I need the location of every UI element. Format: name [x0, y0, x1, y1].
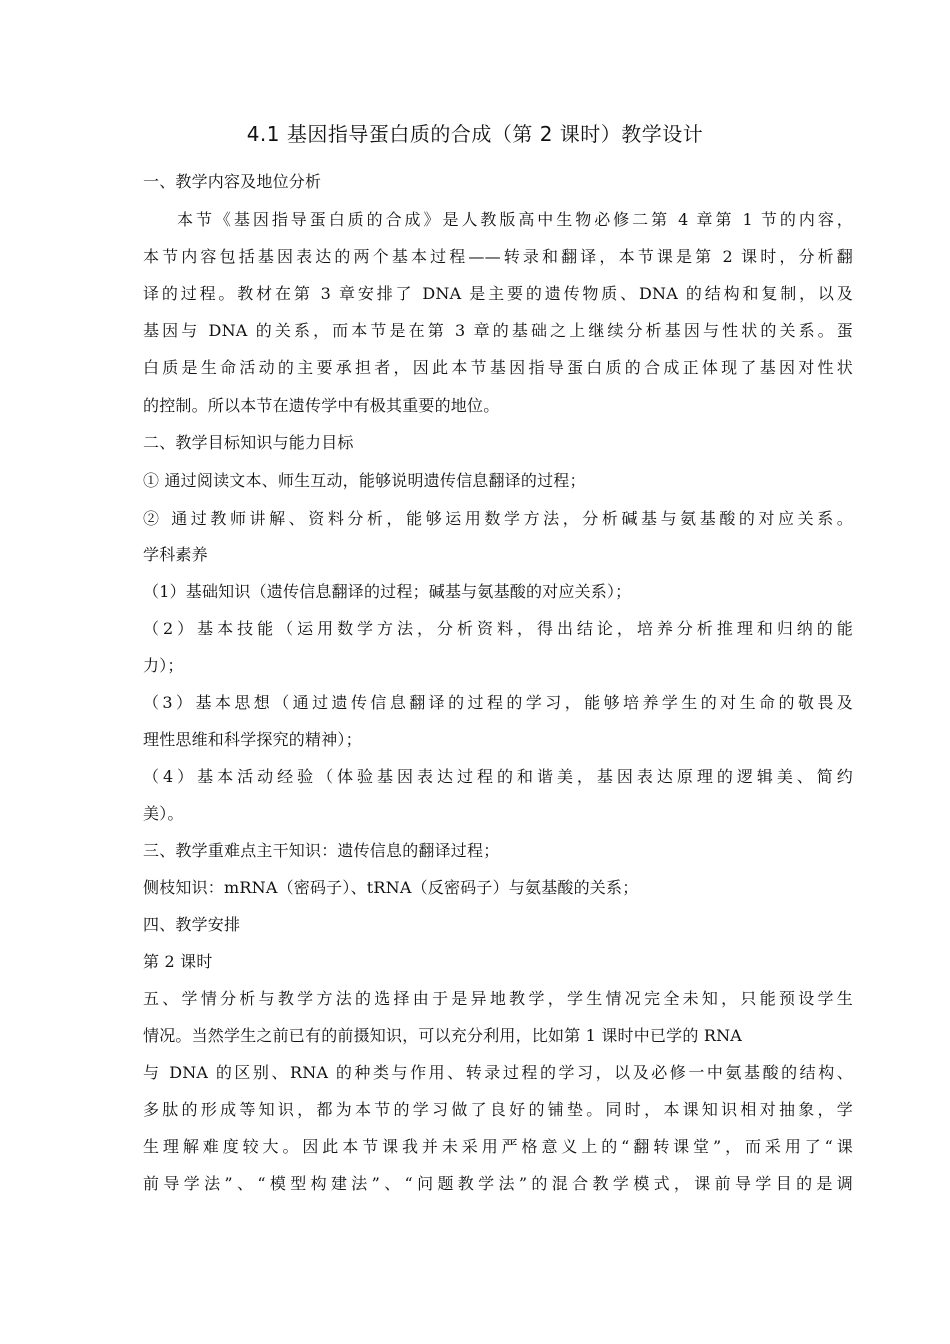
literacy-item: （4）基本活动经验（体验基因表达过程的和谐美，基因表达原理的逻辑美、简约 — [143, 767, 853, 786]
paragraph-line: 译的过程。教材在第 3 章安排了 DNA 是主要的遗传物质、DNA 的结构和复制，以及 — [143, 284, 853, 303]
document-title: 4.1 基因指导蛋白质的合成（第 2 课时）教学设计 — [246, 122, 704, 146]
paragraph-line: 生理解难度较大。因此本节课我并未采用严格意义上的“翻转课堂”，而采用了“课 — [143, 1137, 853, 1156]
literacy-item: （1）基础知识（遗传信息翻译的过程；碱基与氨基酸的对应关系）； — [143, 582, 632, 601]
subsection-heading: 学科素养 — [143, 545, 208, 564]
paragraph-line: 白质是生命活动的主要承担者，因此本节基因指导蛋白质的合成正体现了基因对性状 — [143, 358, 853, 377]
objective-item: ② 通过教师讲解、资料分析，能够运用数学方法，分析碱基与氨基酸的对应关系。 — [143, 509, 853, 528]
paragraph-line: 前导学法”、“模型构建法”、“问题教学法”的混合教学模式，课前导学目的是调 — [143, 1174, 853, 1193]
literacy-item-continued: 力）； — [143, 656, 184, 675]
paragraph-line: 多肽的形成等知识，都为本节的学习做了良好的铺垫。同时，本课知识相对抽象，学 — [143, 1100, 853, 1119]
paragraph-line: 基因与 DNA 的关系，而本节是在第 3 章的基础之上继续分析基因与性状的关系。蛋 — [143, 321, 853, 340]
paragraph-line: 情况。当然学生之前已有的前摄知识，可以充分利用，比如第 1 课时中已学的 RNA — [143, 1026, 743, 1045]
section-heading: 一、教学内容及地位分析 — [143, 172, 322, 191]
section-heading: 四、教学安排 — [143, 915, 241, 934]
objective-item: ① 通过阅读文本、师生互动，能够说明遗传信息翻译的过程； — [143, 471, 586, 490]
paragraph-line: 本节《基因指导蛋白质的合成》是人教版高中生物必修二第 4 章第 1 节的内容， — [177, 210, 853, 229]
paragraph-line: 第 2 课时 — [143, 952, 213, 971]
literacy-item: （3）基本思想（通过遗传信息翻译的过程的学习，能够培养学生的对生命的敬畏及 — [143, 693, 853, 712]
literacy-item-continued: 理性思维和科学探究的精神）； — [143, 730, 362, 749]
paragraph-line: 侧枝知识：mRNA（密码子）、tRNA（反密码子）与氨基酸的关系； — [143, 878, 639, 897]
section-heading: 三、教学重难点主干知识：遗传信息的翻译过程； — [143, 841, 500, 860]
section-heading: 五、学情分析与教学方法的选择由于是异地教学，学生情况完全未知，只能预设学生 — [143, 989, 853, 1008]
paragraph-line: 与 DNA 的区别、RNA 的种类与作用、转录过程的学习，以及必修一中氨基酸的结构、 — [143, 1063, 853, 1082]
literacy-item-continued: 美）。 — [143, 804, 184, 823]
paragraph-line: 的控制。所以本节在遗传学中有极其重要的地位。 — [143, 396, 500, 415]
section-heading: 二、教学目标知识与能力目标 — [143, 433, 354, 452]
paragraph-line: 本节内容包括基因表达的两个基本过程——转录和翻译，本节课是第 2 课时，分析翻 — [143, 247, 853, 266]
literacy-item: （2）基本技能（运用数学方法，分析资料，得出结论，培养分析推理和归纳的能 — [143, 619, 853, 638]
